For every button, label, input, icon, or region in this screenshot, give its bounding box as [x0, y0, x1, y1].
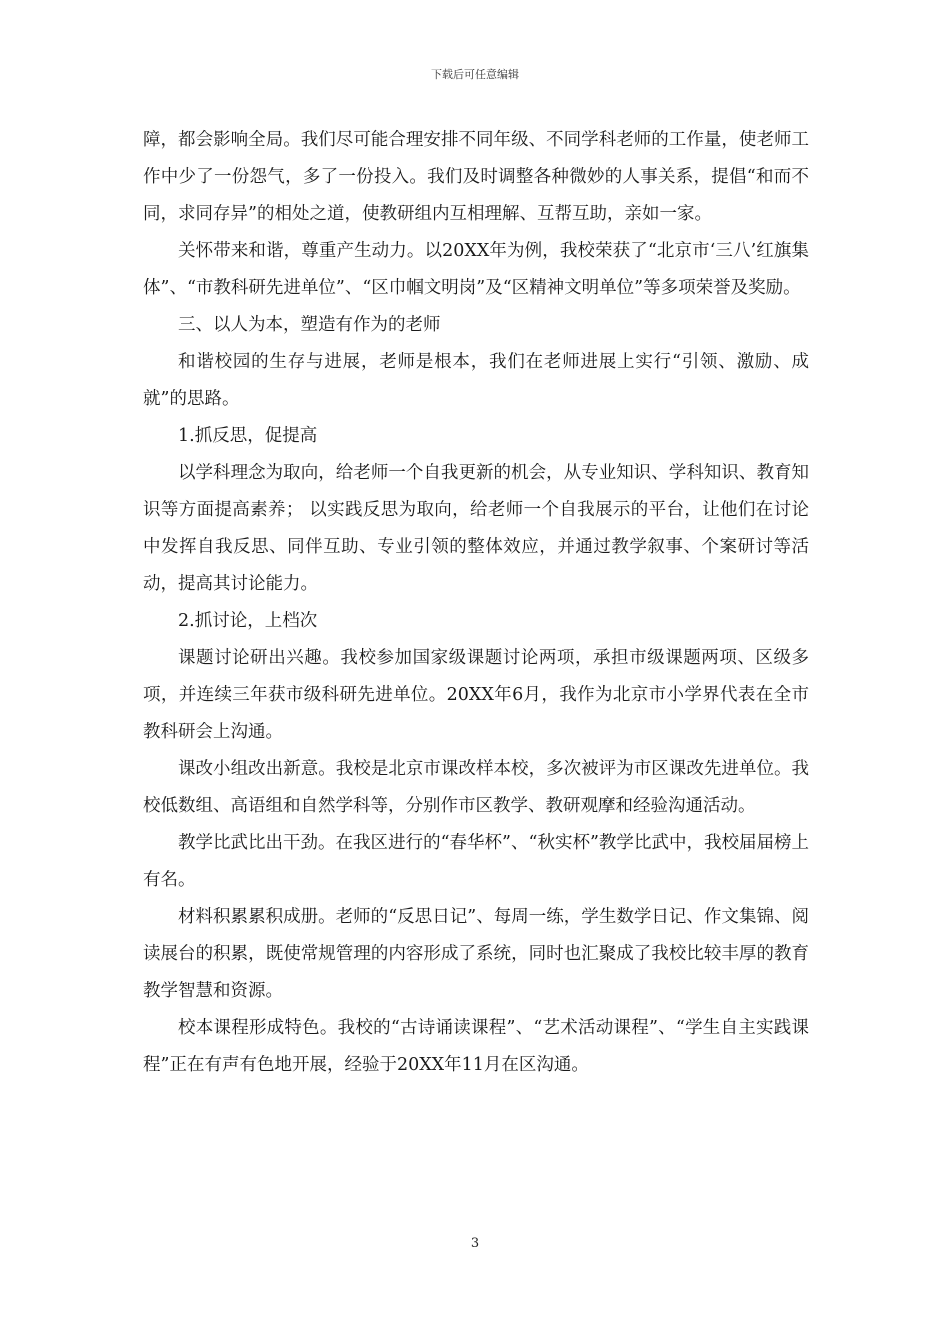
paragraph-1: 障，都会影响全局。我们尽可能合理安排不同年级、不同学科老师的工作量，使老师工作中少了一份怨气，多了一份投入。我们及时调整各种微妙的人事关系，提倡“和而不同，求同存异”的相处之道，使教研组内互相理解、互帮互助，亲如一家。 — [143, 130, 809, 224]
paragraph-12: 校本课程形成特色。我校的“古诗诵读课程”、“艺术活动课程”、“学生自主实践课程”正在有声有色地开展，经验于20XX年11月在区沟通。 — [143, 1018, 809, 1075]
paragraph-11: 材料积累累积成册。老师的“反思日记”、每周一练，学生数学日记、作文集锦、阅读展台的积累，既使常规管理的内容形成了系统，同时也汇聚成了我校比较丰厚的教育教学智慧和资源。 — [143, 907, 809, 1001]
paragraph-4: 和谐校园的生存与进展，老师是根本，我们在老师进展上实行“引领、激励、成就”的思路。 — [143, 352, 809, 409]
paragraph-10: 教学比武比出干劲。在我区进行的“春华杯”、“秋实杯”教学比武中，我校届届榜上有名。 — [143, 833, 809, 890]
paragraph-8: 课题讨论研出兴趣。我校参加国家级课题讨论两项，承担市级课题两项、区级多项，并连续三年获市级科研先进单位。20XX年6月，我作为北京市小学界代表在全市教科研会上沟通。 — [143, 648, 809, 742]
subheading-1: 1.抓反思，促提高 — [178, 426, 318, 446]
section-heading-3: 三、以人为本，塑造有作为的老师 — [178, 315, 441, 335]
document-body — [143, 122, 809, 1084]
paragraph-6: 以学科理念为取向，给老师一个自我更新的机会，从专业知识、学科知识、教育知识等方面提高素养； 以实践反思为取向，给老师一个自我展示的平台，让他们在讨论中发挥自我反思、同伴互助、专业引领的整体效应，并通过教学叙事、个案研讨等活动，提高其讨论能力。 — [143, 463, 809, 594]
page-number: 3 — [470, 1236, 480, 1251]
subheading-2: 2.抓讨论，上档次 — [178, 611, 318, 631]
paragraph-9: 课改小组改出新意。我校是北京市课改样本校，多次被评为市区课改先进单位。我校低数组、高语组和自然学科等，分别作市区教学、教研观摩和经验沟通活动。 — [143, 759, 809, 816]
page-header-note: 下载后可任意编辑 — [431, 68, 519, 81]
paragraph-2: 关怀带来和谐，尊重产生动力。以20XX年为例，我校荣获了“北京市‘三八’红旗集体”、“市教科研先进单位”、“区巾帼文明岗”及“区精神文明单位”等多项荣誉及奖励。 — [143, 241, 809, 298]
